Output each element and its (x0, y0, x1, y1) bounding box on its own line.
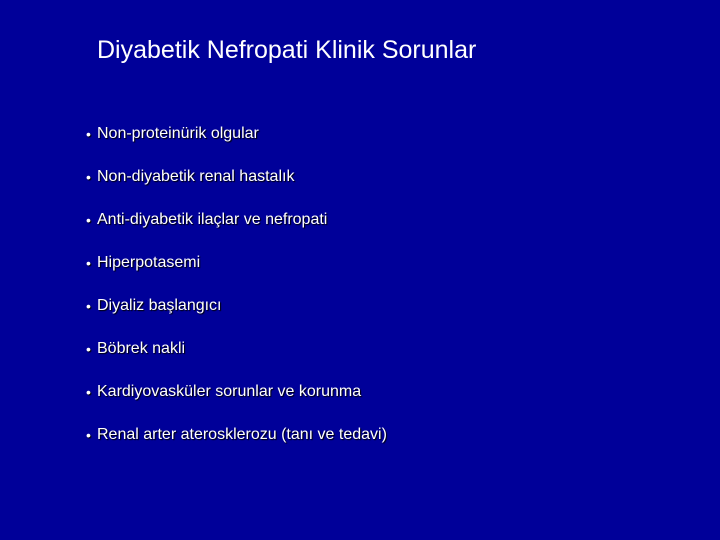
bullet-marker: • (86, 211, 91, 228)
bullet-marker: • (86, 125, 91, 142)
bullet-marker: • (86, 254, 91, 271)
bullet-marker: • (86, 168, 91, 185)
bullet-marker: • (86, 426, 91, 443)
slide-title: Diyabetik Nefropati Klinik Sorunlar (97, 36, 477, 64)
bullet-item (86, 241, 387, 284)
bullet-text: Diyaliz başlangıcı (97, 296, 222, 314)
bullet-text: Hiperpotasemi (97, 253, 201, 271)
bullet-text: Non-proteinürik olgular (97, 124, 259, 142)
bullet-list (86, 112, 387, 456)
bullet-text: Kardiyovasküler sorunlar ve korunma (97, 382, 362, 400)
bullet-marker: • (86, 297, 91, 314)
bullet-marker: • (86, 340, 91, 357)
bullet-item (86, 284, 387, 327)
bullet-text: Non-diyabetik renal hastalık (97, 167, 295, 185)
bullet-text: Böbrek nakli (97, 339, 186, 357)
bullet-item (86, 327, 387, 370)
bullet-item (86, 370, 387, 413)
bullet-text: Anti-diyabetik ilaçlar ve nefropati (97, 210, 328, 228)
bullet-item (86, 155, 387, 198)
bullet-item (86, 112, 387, 155)
bullet-text: Renal arter aterosklerozu (tanı ve tedavi) (97, 425, 387, 443)
bullet-item (86, 413, 387, 456)
bullet-marker: • (86, 383, 91, 400)
bullet-item (86, 198, 387, 241)
